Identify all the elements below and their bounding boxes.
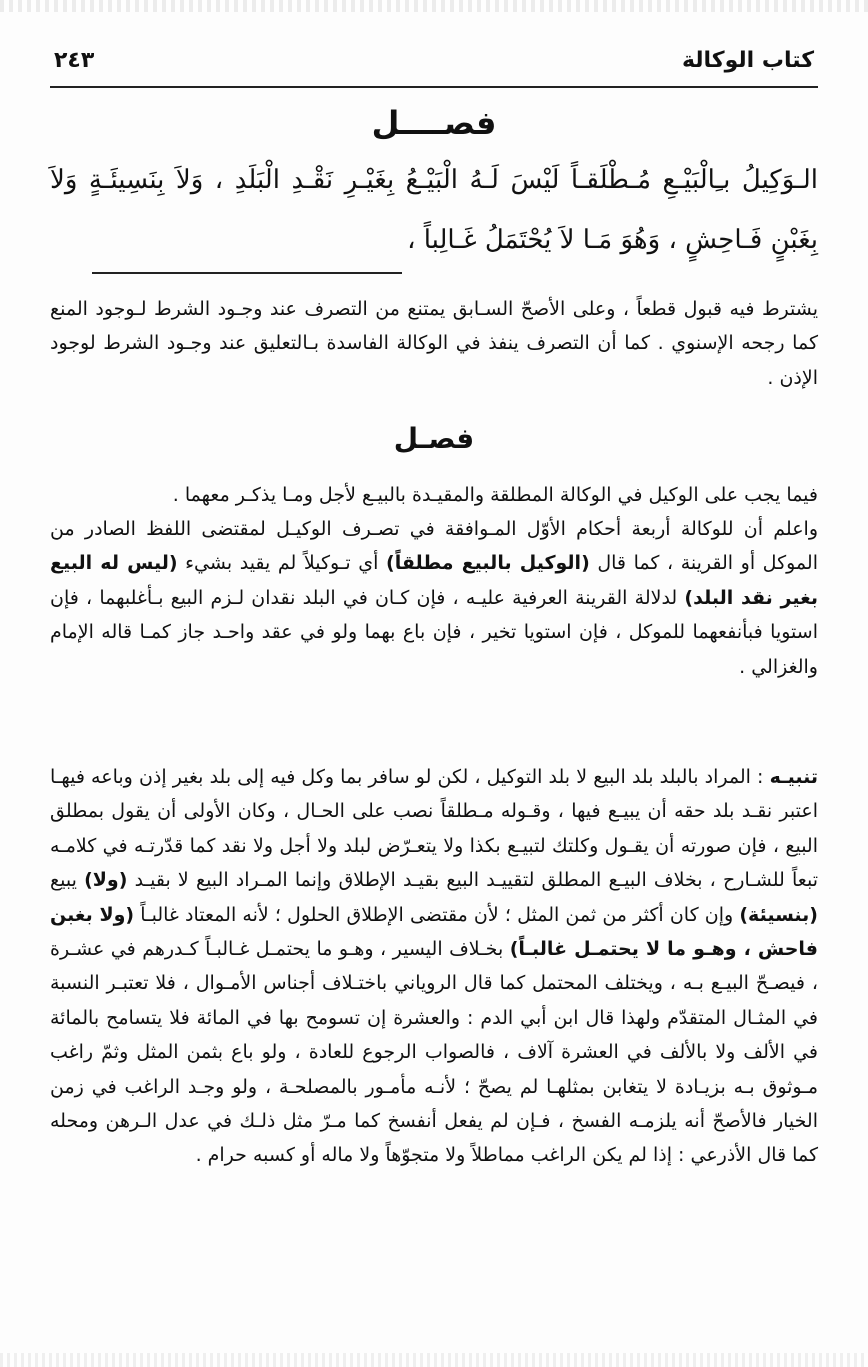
p4-text-3: وإن كان أكثر من ثمن المثل ؛ لأن مقتضى الإطلاق الحلول ؛ لأنه المعتاد غالبـاً xyxy=(134,903,740,926)
paragraph-2: فيما يجب على الوكيل في الوكالة المطلقة والمقيـدة بالبيـع لأجل ومـا يذكـر معهما . xyxy=(172,484,818,506)
running-header xyxy=(54,40,814,80)
p3-bold-2: (ليس له البيع بغير نقد البلد) xyxy=(50,552,818,609)
p3-text-1: واعلم أن للوكالة أربعة أحكام الأوّل المـوافقة في تصـرف الوكيـل لمقتضى اللفظ الصادر من الموكل أو القرينة ، كما قال xyxy=(50,518,818,575)
scan-top-edge xyxy=(0,0,868,12)
p4-bold-1: (ولا) xyxy=(84,869,128,892)
p4-text-2: يبيع xyxy=(50,869,85,892)
p4-lead-bold: تنبيـه xyxy=(769,766,818,788)
p3-text-2: أي تـوكيلاً لم يقيد بشيء xyxy=(177,552,387,575)
paragraph-1: يشترط فيه قبول قطعاً ، وعلى الأصحّ السـابق يمتنع من التصرف عند وجـود الشرط لـوجود المنع كما رجحه الإسنوي . كما أن التصرف ينفذ في الوكالة الفاسدة بـالتعليق عند وجـود الشرط لوجود الإذن . xyxy=(50,298,818,389)
p4-bold-3: (ولا بغبن فاحش ، وهـو ما لا يحتمـل غالبـاً) xyxy=(50,903,818,961)
matn-verse: الـوَكِيلُ بـِالْبَيْـعِ مُـطْلَقـاً لَيْسَ لَـهُ الْبَيْـعُ بِغَيْـرِ نَقْـدِ الْبَلَدِ ، وَلاَ بِنَسِيئَـةٍ وَلاَ بِغَبْنٍ فَـاحِشٍ ، وَهُوَ مَـا لاَ يُحْتَمَلُ غَـالِباً ، xyxy=(50,165,818,255)
paragraph-4 xyxy=(50,760,818,1173)
p4-text-4: بخـلاف اليسير ، وهـو ما يحتمـل غـالبـاً كـدرهم في عشـرة ، فيصـحّ البيـع بـه ، ويختلف المحتمل كما قال الروياني باختـلاف أجناس الأمـوال ، فلا تعتبـر النسبة في المثـال المتقدّم ولهذا قال ابن أبي الدم : والعشرة إن تسومح بها في المائة فلا يتسامح بالمائة في الألف ولا بالألف في العشرة آلاف ، فالصواب الرجوع للعادة ، ولو باع بثمن المثل وثمّ راغب مـوثوق بـه بزيـادة لا يتغابن بمثلهـا لم يصحّ ؛ لأنـه مأمـور بالمصلحـة ، ولو وجـد الراغب في زمن الخيار فالأصحّ أنه يلزمـه الفسخ ، فـإن لم يفعل أنفسخ كما مـرّ مثل ذلـك في عدل الـرهن ومحله كما قال الأذرعي : إذا لم يكن الراغب مماطلاً ولا متجوّهاً ولا ماله أو كسبه حرام . xyxy=(50,938,818,1167)
matn-divider xyxy=(92,272,402,274)
p3-text-3: لدلالة القرينة العرفية عليـه ، فإن كـان في البلد نقدان لـزم البيع بـأغلبهما ، فإن استويا فبأنفعهما للموكل ، فإن استويا تخير ، فإن باع بهما ولو في عقد واحـد جاز كمـا قاله الإمام والغزالي . xyxy=(50,586,818,678)
scan-bottom-edge xyxy=(0,1353,868,1367)
p4-text-1: : المراد بالبلد بلد البيع لا بلد التوكيل ، لكن لو سافر بما وكل فيه إلى بلد بغير إذن وباعه فيهـا اعتبر نقـد بلد حقه أن يبيـع فيها ، وقـوله مـطلقاً نصب على الحـال ، وكان الأولى أن يقول بمطلق البيع ، فإن صورته أن يقـول وكلتك لتبيـع بكذا ولا يتعـرّض لبلد ولا أجل ولا نقد كما قدّرتـه في كلامـه تبعاً للشـارح ، بخلاف البيـع المطلق لتقييـد البيع بقيـد الإطلاق وإنما المـراد البيع لا بقيـد xyxy=(50,766,818,892)
header-page-number: ٢٤٣ xyxy=(54,47,95,73)
section-title-1: فصــــل xyxy=(371,104,497,142)
header-rule xyxy=(50,86,818,88)
section-title-2: فصـل xyxy=(393,422,475,455)
paragraph-3 xyxy=(50,512,818,684)
p3-bold-1: (الوكيل بالبيع مطلقاً) xyxy=(386,552,590,575)
p4-bold-2: (بنسيئة) xyxy=(739,903,818,926)
header-book-title: كتاب الوكالة xyxy=(681,47,814,73)
